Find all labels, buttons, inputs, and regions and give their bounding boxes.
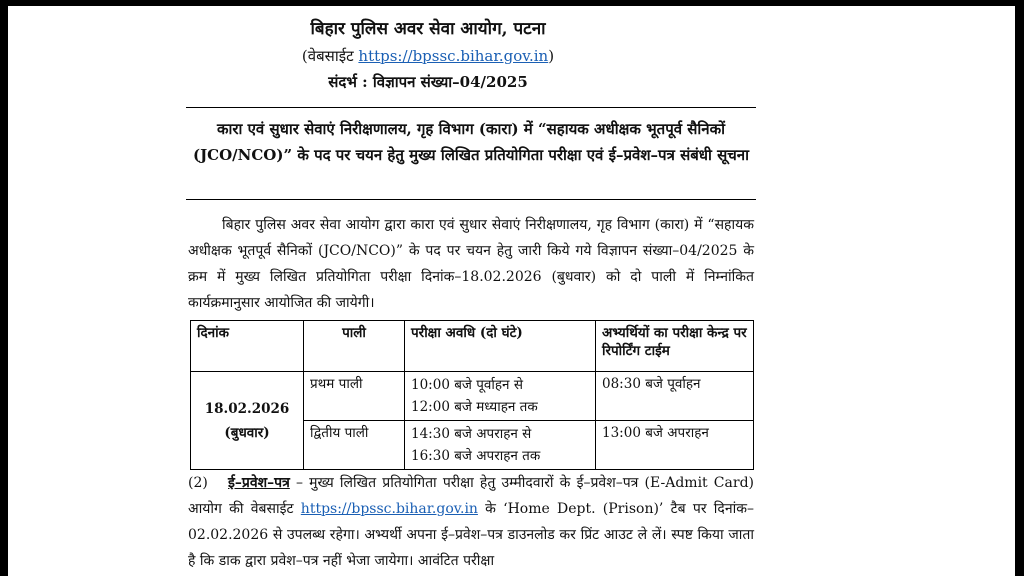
subject-divider	[186, 199, 756, 200]
reporting-cell: 13:00 बजे अपराहन	[596, 421, 754, 470]
duration-cell	[405, 421, 596, 470]
intro-paragraph: बिहार पुलिस अवर सेवा आयोग द्वारा कारा एवं सुधार सेवाएं निरीक्षणालय, गृह विभाग (कारा) में “सहायक अधीक्षक भूतपूर्व सैनिकों (JCO/NCO)” के पद पर चयन हेतु जारी किये गये विज्ञापन संख्या–04/2025 के क्रम में मुख्य लिखित प्रतियोगिता परीक्षा दिनांक–18.02.2026 (बुधवार) को दो पाली में निम्नांकित कार्यक्रमानुसार आयोजित की जायेगी।	[188, 217, 754, 311]
website-line	[188, 46, 668, 66]
date-cell	[191, 372, 304, 470]
header-reporting-time: अभ्यर्थियों का परीक्षा केन्द्र पर रिपोर्टिंग टाईम	[596, 321, 754, 372]
table-header-row	[191, 321, 754, 372]
shift-cell: प्रथम पाली	[304, 372, 405, 421]
exam-schedule-table	[190, 320, 754, 470]
admit-card-text-a: – मुख्य लिखित प्रतियोगिता परीक्षा हेतु उम्मीदवारों के ई–प्रवेश–पत्र (E-Admit Card) आयोग की वेबसाईट	[188, 475, 754, 517]
duration-end: 16:30 बजे अपराहन तक	[411, 448, 541, 464]
admit-card-website-link[interactable]: https://bpssc.bihar.gov.in	[300, 501, 478, 517]
admit-card-label: ई–प्रवेश–पत्र	[228, 475, 290, 491]
subject-heading: कारा एवं सुधार सेवाएं निरीक्षणालय, गृह विभाग (कारा) में “सहायक अधीक्षक भूतपूर्व सैनिकों (JCO/NCO)” के पद पर चयन हेतु मुख्य लिखित प्रतियोगिता परीक्षा एवं ई–प्रवेश–पत्र संबंधी सूचना	[192, 120, 749, 164]
top-divider	[186, 107, 756, 108]
shift-cell: द्वितीय पाली	[304, 421, 405, 470]
point-number: (2)	[188, 475, 208, 491]
admit-card-paragraph	[188, 470, 754, 574]
header-shift: पाली	[304, 321, 405, 372]
page-title: बिहार पुलिस अवर सेवा आयोग, पटना	[310, 19, 546, 39]
document-page	[8, 6, 1015, 576]
duration-start: 14:30 बजे अपराहन से	[411, 426, 532, 442]
reporting-cell: 08:30 बजे पूर्वाहन	[596, 372, 754, 421]
duration-end: 12:00 बजे मध्याहन तक	[411, 399, 538, 415]
duration-cell	[405, 372, 596, 421]
admit-card-text-b: के ‘Home Dept. (Prison)’ टैब पर दिनांक–02.02.2026 से उपलब्ध रहेगा। अभ्यर्थी अपना ई–प्रवेश–पत्र डाउनलोड कर प्रिंट आउट ले लें। स्पष्ट किया जाता है कि डाक द्वारा प्रवेश–पत्र नहीं भेजा जायेगा। आवंटित परीक्षा	[188, 501, 754, 569]
header-duration: परीक्षा अवधि (दो घंटे)	[405, 321, 596, 372]
exam-day: (बुधवार)	[224, 424, 270, 441]
website-prefix: (वेबसाईट	[301, 47, 359, 65]
reference-line: संदर्भ : विज्ञापन संख्या–04/2025	[328, 73, 528, 91]
website-link[interactable]: https://bpssc.bihar.gov.in	[358, 47, 549, 65]
duration-start: 10:00 बजे पूर्वाहन से	[411, 377, 523, 393]
table-row	[191, 372, 754, 421]
website-suffix: )	[548, 47, 555, 65]
header-date: दिनांक	[191, 321, 304, 372]
exam-date: 18.02.2026	[204, 400, 290, 417]
